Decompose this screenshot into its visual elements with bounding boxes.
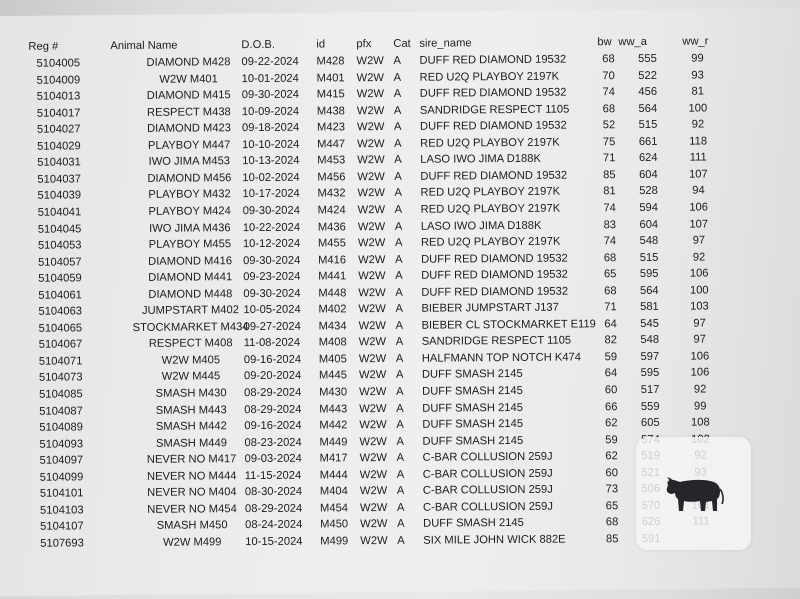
dob-cell: 10-09-2024 (241, 105, 300, 118)
id-cell: M447 (317, 138, 346, 151)
reg-cell: 5104027 (36, 123, 81, 136)
bw-cell: 60 (604, 384, 618, 397)
cat-cell: A (395, 336, 404, 349)
bw-cell: 68 (602, 53, 615, 66)
ww-a-cell: 545 (640, 317, 659, 330)
cat-cell: A (393, 87, 402, 101)
bw-cell: 74 (603, 235, 617, 248)
pfx-cell: W2W (358, 352, 387, 366)
reg-cell: 5104085 (39, 388, 83, 401)
reg-cell: 5104005 (36, 57, 81, 70)
animal-name-cell: IWO JIMA M453 (148, 155, 231, 169)
bw-cell: 62 (605, 417, 618, 430)
pfx-cell: W2W (358, 303, 386, 316)
sire-name-cell: SANDRIDGE RESPECT 1105 (419, 103, 570, 117)
sire-name-cell: C-BAR COLLUSION 259J (422, 483, 553, 497)
animal-name-cell: DIAMOND M456 (147, 172, 232, 185)
sire-name-cell: LASO IWO JIMA D188K (420, 153, 541, 167)
reg-cell: 5104063 (38, 305, 83, 318)
sire-name-cell: DUFF RED DIAMOND 19532 (421, 285, 569, 299)
dob-cell: 10-12-2024 (242, 237, 301, 251)
bw-cell: 66 (604, 400, 618, 413)
pfx-cell: W2W (358, 286, 386, 299)
sire-name-cell: DUFF RED DIAMOND 19532 (420, 169, 568, 183)
id-cell: M443 (319, 402, 348, 416)
dob-cell: 09-23-2024 (243, 270, 301, 284)
reg-cell: 5104017 (36, 107, 81, 120)
id-cell: M454 (319, 502, 349, 515)
pfx-cell: W2W (358, 336, 387, 349)
cow-badge[interactable] (636, 437, 751, 550)
reg-cell: 5104101 (39, 487, 84, 500)
ww-a-cell: 555 (638, 52, 657, 65)
animal-name-cell: W2W M445 (161, 370, 221, 384)
ww-a-cell: 605 (640, 416, 660, 430)
ww-a-cell: 548 (640, 334, 660, 347)
animal-name-cell: NEVER NO M404 (147, 486, 237, 500)
bw-cell: 68 (604, 284, 617, 297)
sire-name-cell: C-BAR COLLUSION 259J (422, 500, 553, 514)
animal-name-cell: DIAMOND M448 (148, 287, 233, 301)
ww-r-cell: 100 (688, 102, 708, 115)
header-id: id (316, 38, 326, 51)
animal-name-cell: PLAYBOY M455 (148, 238, 232, 251)
ww-a-cell: 595 (640, 367, 660, 380)
ww-r-cell: 97 (693, 317, 706, 330)
ww-r-cell: 99 (691, 52, 704, 65)
cat-cell: A (397, 534, 405, 547)
header-pfx: pfx (356, 38, 372, 51)
id-cell: M430 (319, 386, 348, 399)
cat-cell: A (394, 137, 402, 150)
pfx-cell: W2W (359, 485, 388, 498)
bw-cell: 71 (604, 301, 617, 314)
sire-name-cell: BIEBER CL STOCKMARKET E119 (421, 318, 596, 332)
dob-cell: 09-30-2024 (243, 287, 301, 300)
dob-cell: 10-05-2024 (243, 303, 301, 317)
ww-r-cell: 97 (693, 333, 706, 346)
sire-name-cell: DUFF RED DIAMOND 19532 (419, 53, 567, 67)
ww-r-cell: 92 (693, 383, 707, 396)
animal-name-cell: RESPECT M408 (148, 337, 233, 351)
cat-cell: A (394, 187, 403, 200)
ww-r-cell: 118 (689, 135, 708, 148)
sire-name-cell: C-BAR COLLUSION 259J (422, 450, 553, 464)
sire-name-cell: DUFF RED DIAMOND 19532 (419, 119, 567, 133)
dob-cell: 08-23-2024 (244, 436, 302, 449)
ww-r-cell: 93 (691, 69, 704, 82)
bw-cell: 82 (604, 334, 617, 347)
cat-cell: A (393, 54, 402, 67)
ww-r-cell: 99 (693, 400, 707, 413)
pfx-cell: W2W (359, 385, 387, 399)
pfx-cell: W2W (359, 468, 388, 481)
reg-cell: 5104009 (36, 73, 81, 87)
animal-name-cell: NEVER NO M454 (147, 503, 237, 516)
animal-name-cell: DIAMOND M441 (148, 271, 233, 284)
ww-r-cell: 107 (689, 168, 708, 181)
cat-cell: A (396, 452, 405, 465)
ww-a-cell: 604 (639, 218, 659, 231)
id-cell: M424 (317, 204, 346, 217)
pfx-cell: W2W (357, 220, 386, 233)
header-dob: D.O.B. (241, 38, 275, 52)
id-cell: M432 (317, 187, 346, 200)
animal-name-cell: W2W M401 (159, 72, 218, 86)
id-cell: M434 (318, 320, 347, 333)
bw-cell: 73 (605, 483, 619, 496)
reg-cell: 5104053 (37, 239, 82, 252)
bw-cell: 65 (605, 500, 619, 513)
id-cell: M445 (318, 369, 348, 382)
pfx-cell: W2W (356, 104, 385, 117)
ww-a-cell: 581 (640, 301, 659, 314)
reg-cell: 5104039 (37, 189, 82, 203)
pfx-cell: W2W (358, 253, 386, 266)
animal-name-cell: SMASH M443 (155, 403, 227, 417)
ww-a-cell: 515 (638, 119, 658, 132)
id-cell: M449 (319, 435, 348, 449)
ww-a-cell: 517 (640, 383, 660, 396)
animal-name-cell: RESPECT M438 (146, 105, 231, 119)
ww-r-cell: 94 (692, 184, 705, 197)
header-cat: Cat (393, 37, 411, 50)
pfx-cell: W2W (359, 501, 388, 515)
sire-name-cell: DUFF RED DIAMOND 19532 (421, 268, 568, 282)
id-cell: M401 (316, 71, 345, 85)
id-cell: M405 (318, 353, 347, 366)
ww-r-cell: 111 (689, 151, 707, 164)
reg-cell: 5104107 (40, 520, 84, 534)
cat-cell: A (396, 485, 405, 498)
ww-a-cell: 564 (639, 284, 659, 297)
cat-cell: A (394, 220, 403, 233)
dob-cell: 09-16-2024 (243, 353, 302, 366)
sire-name-cell: SANDRIDGE RESPECT 1105 (421, 334, 572, 349)
ww-a-cell: 456 (638, 85, 658, 99)
pfx-cell: W2W (356, 71, 385, 84)
ww-r-cell: 103 (690, 300, 709, 313)
bw-cell: 59 (604, 351, 618, 364)
sire-name-cell: SIX MILE JOHN WICK 882E (423, 533, 566, 547)
bw-cell: 62 (605, 450, 618, 463)
pfx-cell: W2W (356, 88, 385, 101)
bw-cell: 68 (603, 251, 617, 264)
dob-cell: 09-22-2024 (241, 55, 299, 69)
ww-a-cell: 528 (639, 185, 658, 198)
animal-name-cell: PLAYBOY M424 (148, 205, 231, 218)
bw-cell: 68 (602, 102, 616, 115)
bw-cell: 71 (602, 152, 616, 165)
animal-name-cell: DIAMOND M428 (146, 56, 231, 69)
cat-cell: A (394, 203, 403, 216)
cat-cell: A (396, 418, 404, 431)
cat-cell: A (397, 518, 405, 531)
cat-cell: A (395, 269, 403, 283)
animal-name-cell: IWO JIMA M436 (149, 221, 231, 235)
ww-a-cell: 522 (638, 69, 657, 82)
dob-cell: 08-29-2024 (244, 502, 303, 515)
pfx-cell: W2W (357, 237, 386, 250)
dob-cell: 10-17-2024 (242, 188, 300, 201)
pfx-cell: W2W (357, 137, 385, 150)
animal-name-cell: SMASH M442 (155, 420, 227, 433)
ww-r-cell: 92 (692, 251, 706, 264)
ww-r-cell: 106 (689, 267, 709, 280)
dob-cell: 10-02-2024 (242, 171, 300, 184)
animal-name-cell: PLAYBOY M447 (147, 138, 231, 152)
reg-cell: 5104041 (37, 206, 82, 219)
dob-cell: 10-10-2024 (242, 138, 300, 151)
cow-icon (662, 471, 726, 515)
bw-cell: 64 (604, 317, 617, 331)
header-sire-name: sire_name (419, 37, 472, 50)
reg-cell: 5104073 (38, 371, 83, 385)
cat-cell: A (393, 71, 402, 84)
bw-cell: 74 (602, 86, 616, 99)
animal-name-cell: DIAMOND M416 (148, 254, 233, 268)
ww-a-cell: 597 (640, 350, 660, 363)
dob-cell: 09-30-2024 (241, 88, 300, 102)
bw-cell: 70 (602, 69, 615, 82)
reg-cell: 5104013 (36, 90, 81, 103)
sire-name-cell: DUFF SMASH 2145 (422, 401, 523, 415)
id-cell: M416 (318, 253, 347, 267)
ww-a-cell: 604 (639, 168, 658, 181)
bw-cell: 52 (602, 119, 616, 132)
reg-cell: 5104103 (39, 504, 84, 517)
animal-name-cell: DIAMOND M415 (146, 89, 231, 102)
ww-a-cell: 594 (639, 201, 659, 214)
dob-cell: 09-20-2024 (243, 370, 302, 383)
id-cell: M499 (320, 535, 349, 548)
reg-cell: 5104029 (37, 140, 81, 153)
animal-name-cell: NEVER NO M417 (146, 453, 237, 467)
cat-cell: A (395, 253, 403, 266)
ww-r-cell: 92 (691, 118, 705, 131)
dob-cell: 11-08-2024 (243, 336, 301, 350)
sire-name-cell: DUFF SMASH 2145 (421, 368, 523, 382)
header-animal-name: Animal Name (110, 39, 178, 53)
bw-cell: 85 (603, 169, 616, 182)
ww-a-cell: 624 (638, 152, 658, 165)
pfx-cell: W2W (359, 402, 387, 415)
dob-cell: 09-27-2024 (243, 320, 301, 333)
pfx-cell: W2W (359, 419, 387, 432)
ww-r-cell: 106 (689, 201, 709, 214)
sire-name-cell: DUFF SMASH 2145 (422, 434, 524, 448)
ww-r-cell: 106 (690, 366, 710, 380)
ww-a-cell: 515 (639, 251, 659, 264)
pfx-cell: W2W (356, 54, 384, 68)
bw-cell: 64 (604, 367, 618, 380)
sire-name-cell: DUFF RED DIAMOND 19532 (419, 86, 567, 100)
bw-cell: 81 (603, 185, 616, 198)
ww-a-cell: 548 (639, 234, 659, 248)
ww-a-cell: 661 (638, 135, 658, 148)
animal-name-cell: SMASH M450 (156, 519, 228, 533)
dob-cell: 10-15-2024 (245, 535, 303, 549)
cat-cell: A (396, 402, 404, 415)
id-cell: M404 (319, 485, 348, 498)
id-cell: M444 (319, 469, 348, 482)
dob-cell: 09-30-2024 (242, 204, 300, 218)
dob-cell: 08-29-2024 (244, 386, 302, 400)
id-cell: M448 (318, 286, 347, 300)
reg-cell: 5107693 (40, 537, 84, 550)
reg-cell: 5104061 (38, 289, 82, 302)
id-cell: M428 (316, 55, 345, 68)
reg-cell: 5104037 (37, 173, 82, 186)
sire-name-cell: RED U2Q PLAYBOY 2197K (420, 235, 561, 249)
cat-cell: A (394, 170, 402, 183)
dob-cell: 10-13-2024 (242, 154, 300, 168)
pfx-cell: W2W (357, 203, 386, 217)
header-reg: Reg # (28, 40, 59, 53)
id-cell: M438 (316, 104, 345, 118)
cat-cell: A (394, 236, 403, 249)
cat-cell: A (396, 385, 404, 398)
ww-r-cell: 107 (689, 217, 709, 231)
sire-name-cell: DUFF SMASH 2145 (422, 384, 523, 398)
reg-cell: 5104031 (37, 156, 81, 170)
reg-cell: 5104057 (38, 255, 82, 269)
cat-cell: A (395, 286, 403, 299)
pfx-cell: W2W (359, 435, 387, 448)
id-cell: M453 (317, 154, 346, 167)
reg-cell: 5104067 (38, 338, 83, 352)
animal-name-cell: STOCKMARKET M434 (132, 320, 249, 334)
ww-r-cell: 106 (690, 350, 710, 363)
dob-cell: 09-18-2024 (241, 121, 300, 135)
animal-name-cell: SMASH M449 (155, 436, 227, 450)
dob-cell: 09-30-2024 (243, 254, 301, 267)
id-cell: M423 (316, 121, 346, 134)
reg-cell: 5104071 (38, 355, 83, 368)
dob-cell: 09-16-2024 (244, 419, 302, 433)
dob-cell: 08-30-2024 (244, 485, 303, 499)
sire-name-cell: DUFF SMASH 2145 (423, 517, 524, 531)
ww-a-cell: 595 (639, 267, 659, 281)
id-cell: M415 (316, 88, 345, 101)
animal-name-cell: PLAYBOY M432 (148, 188, 231, 202)
reg-cell: 5104097 (39, 454, 84, 467)
dob-cell: 08-24-2024 (245, 519, 303, 532)
sire-name-cell: DUFF SMASH 2145 (422, 417, 524, 431)
bw-cell: 68 (605, 516, 619, 529)
dob-cell: 08-29-2024 (244, 403, 302, 416)
cat-cell: A (395, 352, 404, 365)
id-cell: M455 (317, 237, 346, 250)
pfx-cell: W2W (358, 369, 387, 382)
cat-cell: A (393, 104, 402, 117)
pfx-cell: W2W (358, 270, 386, 283)
pfx-cell: W2W (360, 534, 388, 548)
bw-cell: 75 (602, 135, 616, 149)
pfx-cell: W2W (357, 170, 385, 184)
id-cell: M456 (317, 171, 346, 184)
pfx-cell: W2W (356, 121, 385, 134)
cat-cell: A (393, 121, 402, 134)
sire-name-cell: RED U2Q PLAYBOY 2197K (419, 70, 560, 84)
cat-cell: A (396, 468, 405, 481)
dob-cell: 09-03-2024 (244, 452, 302, 466)
header-ww-a: ww_a (618, 35, 648, 49)
animal-name-cell: W2W M405 (161, 354, 221, 367)
ww-r-cell: 97 (692, 234, 706, 247)
header-bw: bw (597, 36, 612, 49)
bw-cell: 59 (605, 433, 618, 446)
id-cell: M417 (319, 452, 348, 465)
bw-cell: 83 (603, 218, 617, 231)
cat-cell: A (395, 303, 403, 316)
reg-cell: 5104059 (38, 272, 82, 285)
sire-name-cell: C-BAR COLLUSION 259J (422, 467, 553, 481)
pfx-cell: W2W (359, 452, 388, 465)
id-cell: M408 (318, 336, 347, 349)
sire-name-cell: HALFMANN TOP NOTCH K474 (421, 351, 582, 365)
sire-name-cell: RED U2Q PLAYBOY 2197K (420, 202, 561, 216)
pfx-cell: W2W (357, 187, 385, 200)
sire-name-cell: RED U2Q PLAYBOY 2197K (420, 136, 560, 150)
animal-name-cell: JUMPSTART M402 (141, 304, 239, 318)
animal-name-cell: DIAMOND M423 (147, 122, 232, 136)
cat-cell: A (395, 369, 404, 382)
cat-cell: A (395, 319, 404, 332)
id-cell: M402 (318, 303, 347, 316)
sire-name-cell: LASO IWO JIMA D188K (420, 219, 542, 233)
dob-cell: 10-22-2024 (242, 221, 301, 234)
id-cell: M450 (320, 518, 349, 531)
ww-r-cell: 81 (691, 85, 705, 98)
pfx-cell: W2W (360, 518, 388, 531)
bw-cell: 60 (605, 466, 618, 480)
cat-cell: A (396, 501, 405, 514)
ww-a-cell: 559 (640, 400, 660, 413)
cat-cell: A (396, 435, 404, 448)
pfx-cell: W2W (358, 319, 386, 332)
animal-name-cell: W2W M499 (163, 536, 222, 549)
id-cell: M441 (318, 270, 347, 283)
header-ww-r: ww_r (682, 35, 709, 48)
dob-cell: 10-01-2024 (241, 72, 299, 85)
pfx-cell: W2W (357, 154, 385, 167)
cat-cell: A (394, 154, 402, 167)
bw-cell: 65 (603, 268, 617, 281)
sire-name-cell: RED U2Q PLAYBOY 2197K (420, 185, 561, 200)
animal-name-cell: SMASH M430 (155, 387, 227, 400)
dob-cell: 11-15-2024 (244, 469, 302, 482)
reg-cell: 5104087 (39, 404, 83, 418)
ww-r-cell: 100 (689, 284, 709, 297)
reg-cell: 5104089 (39, 421, 83, 434)
sire-name-cell: DUFF RED DIAMOND 19532 (421, 252, 568, 266)
sire-name-cell: BIEBER JUMPSTART J137 (421, 301, 559, 315)
ww-a-cell: 564 (638, 102, 658, 115)
id-cell: M442 (319, 419, 348, 432)
bw-cell: 85 (605, 533, 619, 546)
id-cell: M436 (317, 220, 346, 234)
bw-cell: 74 (603, 202, 616, 215)
animal-name-cell: NEVER NO M444 (146, 469, 237, 483)
reg-cell: 5104045 (37, 222, 82, 236)
reg-cell: 5104065 (38, 322, 83, 335)
reg-cell: 5104099 (39, 471, 84, 484)
reg-cell: 5104093 (39, 438, 84, 451)
ww-r-cell: 108 (690, 416, 710, 429)
